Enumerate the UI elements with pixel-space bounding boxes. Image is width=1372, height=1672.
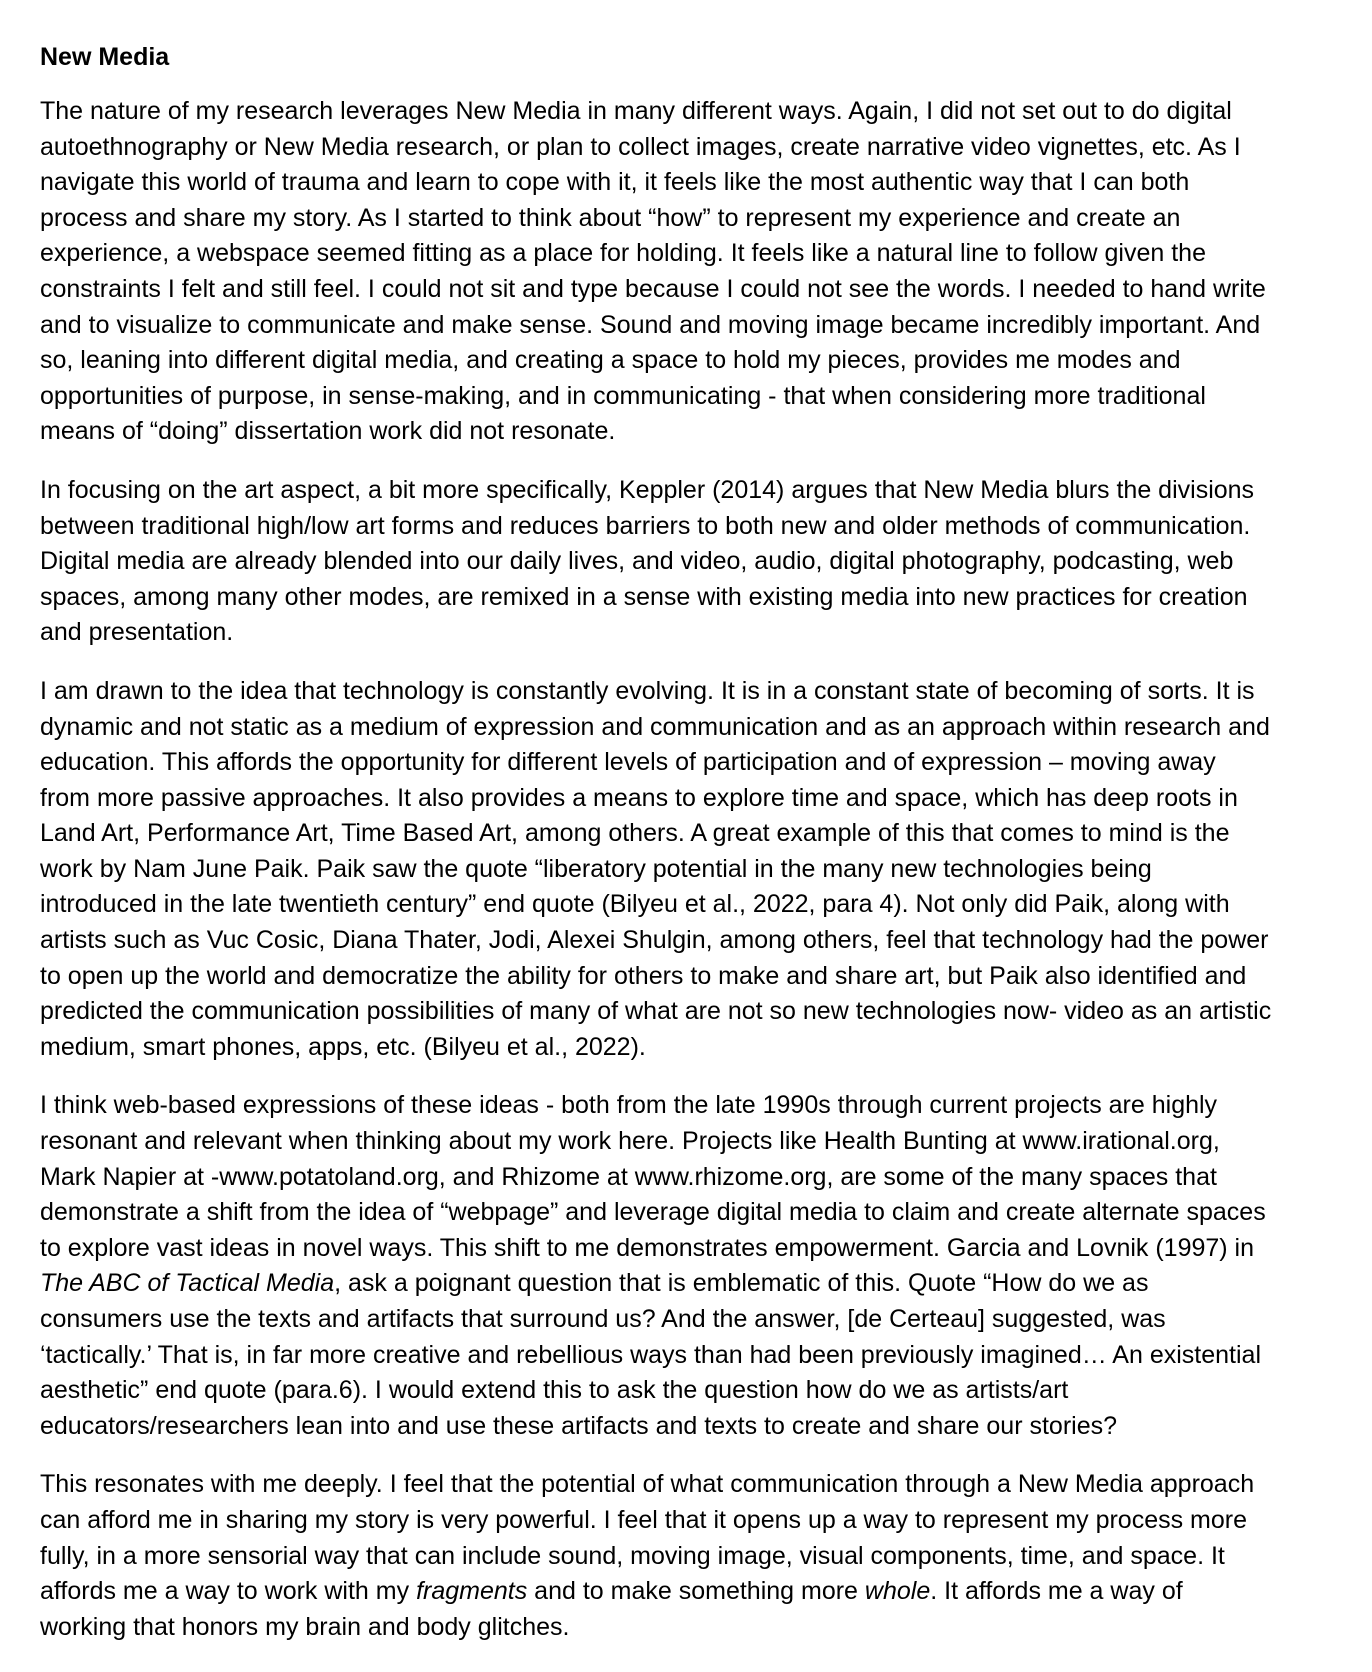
text-line: [40, 165, 1336, 201]
text-segment: , ask a poignant question that is emblematic of this. Quote “How do we as: [334, 1269, 1149, 1298]
text-line: [40, 887, 1336, 923]
text-line: [40, 509, 1336, 545]
text-segment: ‘tactically.’ That is, in far more creative and rebellious ways than had been previously imagined… An existential: [40, 1340, 1261, 1369]
paragraph: [40, 94, 1336, 450]
text-segment: Digital media are already blended into our daily lives, and video, audio, digital photography, podcasting, web: [40, 547, 1234, 576]
text-line: [40, 1574, 1336, 1610]
text-line: [40, 615, 1336, 651]
text-segment: introduced in the late twentieth century” end quote (Bilyeu et al., 2022, para 4). Not only did Paik, along with: [40, 890, 1230, 919]
text-segment: I think web-based expressions of these ideas - both from the late 1990s through current projects are highly: [40, 1091, 1218, 1120]
paragraph: [40, 674, 1336, 1066]
text-segment: so, leaning into different digital media, and creating a space to hold my pieces, provides me modes and: [40, 346, 1181, 375]
text-line: [40, 745, 1336, 781]
text-segment: educators/researchers lean into and use these artifacts and texts to create and share our stories?: [40, 1411, 1118, 1440]
text-segment: navigate this world of trauma and learn to cope with it, it feels like the most authentic way that I can both: [40, 168, 1190, 197]
text-segment: between traditional high/low art forms and reduces barriers to both new and older methods of communication.: [40, 511, 1251, 540]
paragraph: [40, 1467, 1336, 1645]
text-line: [40, 923, 1336, 959]
text-segment: work by Nam June Paik. Paik saw the quote “liberatory potential in the many new technologies being: [40, 854, 1152, 883]
text-segment: demonstrate a shift from the idea of “webpage” and leverage digital media to claim and create alternate spaces: [40, 1198, 1266, 1227]
text-segment: constraints I felt and still feel. I could not sit and type because I could not see the words. I needed to hand write: [40, 274, 1266, 303]
text-segment: opportunities of purpose, in sense-making, and in communicating - that when considering more traditional: [40, 381, 1206, 410]
text-line: [40, 236, 1336, 272]
text-line: [40, 1302, 1336, 1338]
text-line: [40, 544, 1336, 580]
text-segment: In focusing on the art aspect, a bit more specifically, Keppler (2014) argues that New Media blurs the divisions: [40, 475, 1255, 504]
text-line: [40, 580, 1336, 616]
text-segment: working that honors my brain and body glitches.: [40, 1612, 570, 1641]
text-line: [40, 94, 1336, 130]
text-line: [40, 1160, 1336, 1196]
text-line: [40, 1124, 1336, 1160]
text-segment: fully, in a more sensorial way that can include sound, moving image, visual components, time, and space. It: [40, 1541, 1225, 1570]
text-segment: predicted the communication possibilities of many of what are not so new technologies now- video as an artistic: [40, 997, 1272, 1026]
text-line: [40, 781, 1336, 817]
text-segment: to explore vast ideas in novel ways. This shift to me demonstrates empowerment. Garcia and Lovnik (1997) in: [40, 1233, 1255, 1262]
text-segment: spaces, among many other modes, are remixed in a sense with existing media into new practices for creation: [40, 582, 1248, 611]
text-segment: and presentation.: [40, 618, 234, 647]
text-segment: process and share my story. As I started to think about “how” to represent my experience and create an: [40, 203, 1181, 232]
text-line: [40, 1088, 1336, 1124]
text-segment: affords me a way to work with my: [40, 1577, 417, 1606]
italic-text-segment: fragments: [416, 1577, 528, 1606]
text-line: [40, 272, 1336, 308]
text-line: [40, 130, 1336, 166]
text-line: [40, 1030, 1336, 1066]
text-line: [40, 1266, 1336, 1302]
text-line: [40, 1409, 1336, 1445]
text-line: [40, 816, 1336, 852]
text-segment: aesthetic” end quote (para.6). I would extend this to ask the question how do we as artists/art: [40, 1376, 1069, 1405]
text-segment: . It affords me a way of: [930, 1577, 1183, 1606]
text-segment: I am drawn to the idea that technology is constantly evolving. It is in a constant state of becoming of sorts. It is: [40, 676, 1255, 705]
section-heading: New Media: [40, 43, 170, 71]
text-segment: resonant and relevant when thinking about my work here. Projects like Health Bunting at www.irational.org,: [40, 1127, 1220, 1156]
text-line: [40, 1539, 1336, 1575]
text-segment: autoethnography or New Media research, or plan to collect images, create narrative video vignettes, etc. As I: [40, 132, 1241, 161]
text-line: [40, 1373, 1336, 1409]
text-segment: education. This affords the opportunity for different levels of participation and of expression – moving away: [40, 748, 1216, 777]
italic-text-segment: whole: [864, 1577, 931, 1606]
text-segment: experience, a webspace seemed fitting as a place for holding. It feels like a natural line to follow given the: [40, 239, 1206, 268]
text-line: [40, 994, 1336, 1030]
text-segment: Land Art, Performance Art, Time Based Art, among others. A great example of this that comes to mind is the: [40, 819, 1230, 848]
text-segment: and to visualize to communicate and make sense. Sound and moving image became incredibly important. And: [40, 310, 1261, 339]
text-line: [40, 1231, 1336, 1267]
text-segment: The nature of my research leverages New Media in many different ways. Again, I did not set out to do digital: [40, 97, 1232, 125]
text-line: [40, 343, 1336, 379]
text-line: [40, 852, 1336, 888]
text-segment: consumers use the texts and artifacts that surround us? And the answer, [de Certeau] suggested, was: [40, 1305, 1166, 1333]
text-line: [40, 710, 1336, 746]
text-line: [40, 473, 1336, 509]
text-line: [40, 674, 1336, 710]
text-line: [40, 1610, 1336, 1646]
text-segment: means of “doing” dissertation work did not resonate.: [40, 417, 616, 446]
text-segment: Mark Napier at -www.potatoland.org, and Rhizome at www.rhizome.org, are some of the many spaces that: [40, 1162, 1217, 1191]
text-line: [40, 379, 1336, 415]
text-segment: from more passive approaches. It also provides a means to explore time and space, which has deep roots in: [40, 783, 1238, 812]
text-line: [40, 1195, 1336, 1231]
document-body: [40, 94, 1336, 1645]
text-segment: medium, smart phones, apps, etc. (Bilyeu et al., 2022).: [40, 1032, 646, 1061]
text-segment: artists such as Vuc Cosic, Diana Thater, Jodi, Alexei Shulgin, among others, feel that technology had the power: [40, 926, 1269, 955]
text-line: [40, 308, 1336, 344]
paragraph: [40, 1088, 1336, 1444]
text-segment: can afford me in sharing my story is very powerful. I feel that it opens up a way to represent my process more: [40, 1505, 1248, 1534]
text-segment: dynamic and not static as a medium of expression and communication and as an approach within research and: [40, 712, 1270, 741]
text-line: [40, 1338, 1336, 1374]
paragraph: [40, 473, 1336, 651]
text-segment: This resonates with me deeply. I feel that the potential of what communication through a New Media approach: [40, 1470, 1255, 1499]
text-line: [40, 1467, 1336, 1503]
text-line: [40, 959, 1336, 995]
text-line: [40, 201, 1336, 237]
text-segment: and to make something more: [527, 1577, 865, 1606]
text-line: [40, 1503, 1336, 1539]
text-line: [40, 414, 1336, 450]
text-segment: to open up the world and democratize the ability for others to make and share art, but Paik also identified and: [40, 961, 1247, 990]
italic-text-segment: The ABC of Tactical Media: [40, 1269, 335, 1298]
